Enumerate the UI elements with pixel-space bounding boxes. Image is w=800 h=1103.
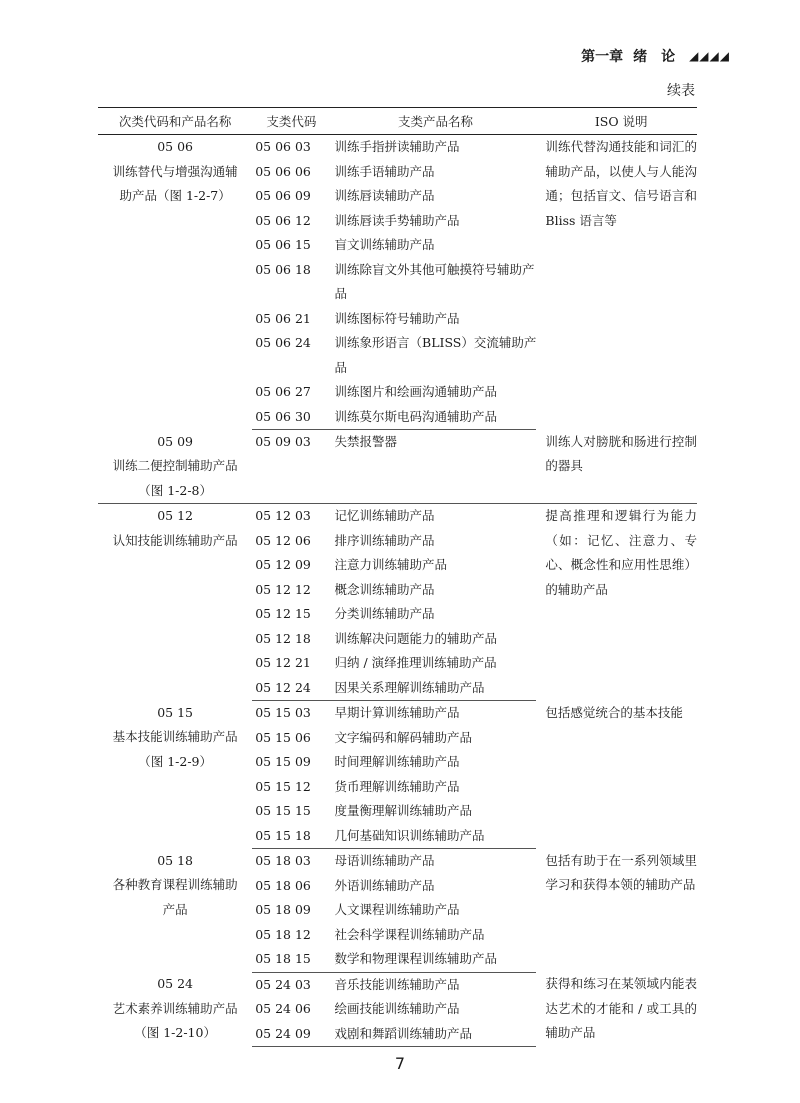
iso-description: 包括有助于在一系列领域里学习和获得本领的辅助产品 (545, 852, 697, 892)
subclass-code: 05 06 24 (255, 335, 311, 350)
subclass-name: 数学和物理课程训练辅助产品 (328, 947, 537, 972)
subclass-code: 05 15 09 (255, 754, 311, 769)
subclass-code: 05 24 03 (255, 976, 311, 992)
subclass-code: 05 15 18 (252, 824, 327, 849)
table-row (98, 972, 697, 997)
subclass-name: 社会科学课程训练辅助产品 (334, 926, 485, 942)
category-name-line: 训练二便控制辅助产品 (112, 458, 238, 473)
subclass-code: 05 18 09 (255, 902, 311, 917)
subclass-name: 失禁报警器 (328, 430, 537, 504)
subclass-name: 记忆训练辅助产品 (334, 508, 435, 523)
table-row (98, 430, 697, 504)
subclass-name: 归纳 / 演绎推理训练辅助产品 (334, 655, 497, 670)
subclass-code: 05 06 21 (255, 310, 311, 326)
iso-description: 训练代替沟通技能和词汇的辅助产品，以使人与人能沟通；包括盲文、信号语言和Bliss 语言等 (545, 139, 697, 228)
subclass-code: 05 15 12 (255, 778, 311, 794)
category-cell (98, 430, 252, 504)
category-name-line: 训练替代与增强沟通辅 (112, 163, 238, 179)
subclass-code: 05 18 15 (252, 947, 327, 972)
column-header: 支类产品名称 (328, 108, 537, 135)
subclass-code: 05 12 15 (255, 606, 311, 621)
category-name-line: （图 1-2-10） (134, 1025, 216, 1040)
category-name-line: 基本技能训练辅助产品 (112, 729, 238, 744)
subclass-code: 05 06 03 (255, 139, 311, 154)
subclass-name: 概念训练辅助产品 (334, 581, 435, 597)
subclass-code: 05 06 12 (255, 212, 311, 228)
table-row (98, 504, 697, 529)
subclass-name: 训练图标符号辅助产品 (334, 310, 460, 326)
subclass-code: 05 12 06 (255, 532, 311, 548)
page-number: 7 (394, 1054, 406, 1073)
category-code: 05 15 (157, 704, 193, 720)
subclass-name: 度量衡理解训练辅助产品 (334, 803, 473, 818)
iso-description: 提高推理和逻辑行为能力（如：记忆、注意力、专心、概念性和应用性思维）的辅助产品 (545, 508, 697, 597)
triangle-mark-icon: ◢◢◢◢ (689, 49, 730, 63)
subclass-name: 音乐技能训练辅助产品 (334, 976, 460, 992)
subclass-code: 05 18 12 (255, 926, 311, 942)
subclass-name: 训练除盲文外其他可触摸符号辅助产品 (334, 261, 535, 301)
subclass-name: 盲文训练辅助产品 (334, 237, 435, 252)
subclass-code: 05 15 06 (255, 729, 311, 745)
subclass-code: 05 06 06 (255, 163, 311, 179)
subclass-code: 05 24 06 (255, 1001, 311, 1016)
continued-label: 续表 (667, 83, 695, 99)
subclass-name: 母语训练辅助产品 (334, 853, 435, 868)
category-cell (98, 849, 252, 973)
category-cell (98, 972, 252, 1047)
category-cell (98, 504, 252, 701)
category-cell (98, 701, 252, 849)
subclass-name: 训练唇读辅助产品 (334, 188, 435, 203)
subclass-code: 05 06 18 (255, 261, 311, 277)
column-header: 支类代码 (252, 108, 327, 135)
subclass-code: 05 24 09 (252, 1022, 327, 1047)
table-header-row (98, 108, 697, 135)
chapter-label: 第一章 (581, 49, 624, 65)
subclass-name: 训练手语辅助产品 (334, 163, 435, 179)
category-cell (98, 135, 252, 430)
category-name-line: （图 1-2-8） (138, 482, 212, 498)
subclass-name: 早期计算训练辅助产品 (334, 705, 460, 720)
subclass-name: 因果关系理解训练辅助产品 (328, 676, 537, 701)
category-code: 05 06 (157, 139, 193, 154)
category-code: 05 12 (157, 508, 193, 523)
subclass-code: 05 06 30 (252, 405, 327, 430)
iso-description: 包括感觉统合的基本技能 (545, 704, 683, 720)
category-name-line: 艺术素养训练辅助产品 (112, 1000, 238, 1016)
running-header (581, 46, 730, 66)
subclass-code: 05 12 09 (255, 557, 311, 572)
subclass-code: 05 12 18 (255, 630, 311, 646)
category-name-line: 各种教育课程训练辅助 (112, 877, 238, 892)
table-row (98, 135, 697, 160)
subclass-code: 05 06 09 (255, 188, 311, 203)
subclass-name: 外语训练辅助产品 (334, 877, 435, 893)
subclass-name: 排序训练辅助产品 (334, 532, 435, 548)
subclass-code: 05 09 03 (252, 430, 327, 504)
subclass-code: 05 15 15 (255, 803, 311, 818)
table-row (98, 849, 697, 874)
table-body (98, 135, 697, 1047)
subclass-name: 货币理解训练辅助产品 (334, 778, 460, 794)
category-name-line: 认知技能训练辅助产品 (112, 532, 238, 548)
subclass-name: 戏剧和舞蹈训练辅助产品 (328, 1022, 537, 1047)
subclass-code: 05 12 24 (252, 676, 327, 701)
subclass-name: 时间理解训练辅助产品 (334, 754, 460, 769)
category-code: 05 24 (157, 976, 193, 991)
subclass-name: 训练手指拼读辅助产品 (334, 139, 460, 154)
category-name-line: （图 1-2-9） (138, 753, 212, 769)
subclass-code: 05 06 15 (255, 237, 311, 252)
subclass-name: 训练唇读手势辅助产品 (334, 212, 460, 228)
subclass-code: 05 18 06 (255, 877, 311, 893)
subclass-name: 人文课程训练辅助产品 (334, 902, 460, 917)
classification-table (98, 107, 697, 1047)
subclass-code: 05 12 03 (255, 508, 311, 523)
category-name-line: 产品 (162, 901, 188, 917)
subclass-name: 分类训练辅助产品 (334, 606, 435, 621)
subclass-code: 05 18 03 (255, 853, 311, 868)
category-code: 05 09 (157, 433, 193, 449)
subclass-name: 注意力训练辅助产品 (334, 557, 448, 572)
column-header: ISO 说明 (536, 108, 697, 135)
subclass-code: 05 12 12 (255, 581, 311, 597)
subclass-code: 05 15 03 (255, 705, 311, 720)
column-header: 次类代码和产品名称 (98, 108, 252, 135)
subclass-name: 训练图片和绘画沟通辅助产品 (334, 384, 498, 399)
chapter-title: 绪 论 (633, 49, 676, 65)
subclass-name: 训练解决问题能力的辅助产品 (334, 630, 498, 646)
subclass-name: 绘画技能训练辅助产品 (334, 1001, 460, 1016)
subclass-code: 05 06 27 (255, 384, 311, 399)
subclass-name: 训练莫尔斯电码沟通辅助产品 (328, 405, 537, 430)
category-name-line: 助产品（图 1-2-7） (119, 188, 231, 203)
subclass-code: 05 12 21 (255, 655, 311, 670)
iso-description: 获得和练习在某领域内能表达艺术的才能和 / 或工具的辅助产品 (545, 976, 697, 1040)
category-code: 05 18 (157, 852, 193, 868)
subclass-name: 训练象形语言（BLISS）交流辅助产品 (334, 335, 537, 375)
subclass-name: 几何基础知识训练辅助产品 (328, 824, 537, 849)
subclass-name: 文字编码和解码辅助产品 (334, 729, 473, 745)
iso-description: 训练人对膀胱和肠进行控制的器具 (536, 430, 697, 504)
table-row (98, 701, 697, 726)
